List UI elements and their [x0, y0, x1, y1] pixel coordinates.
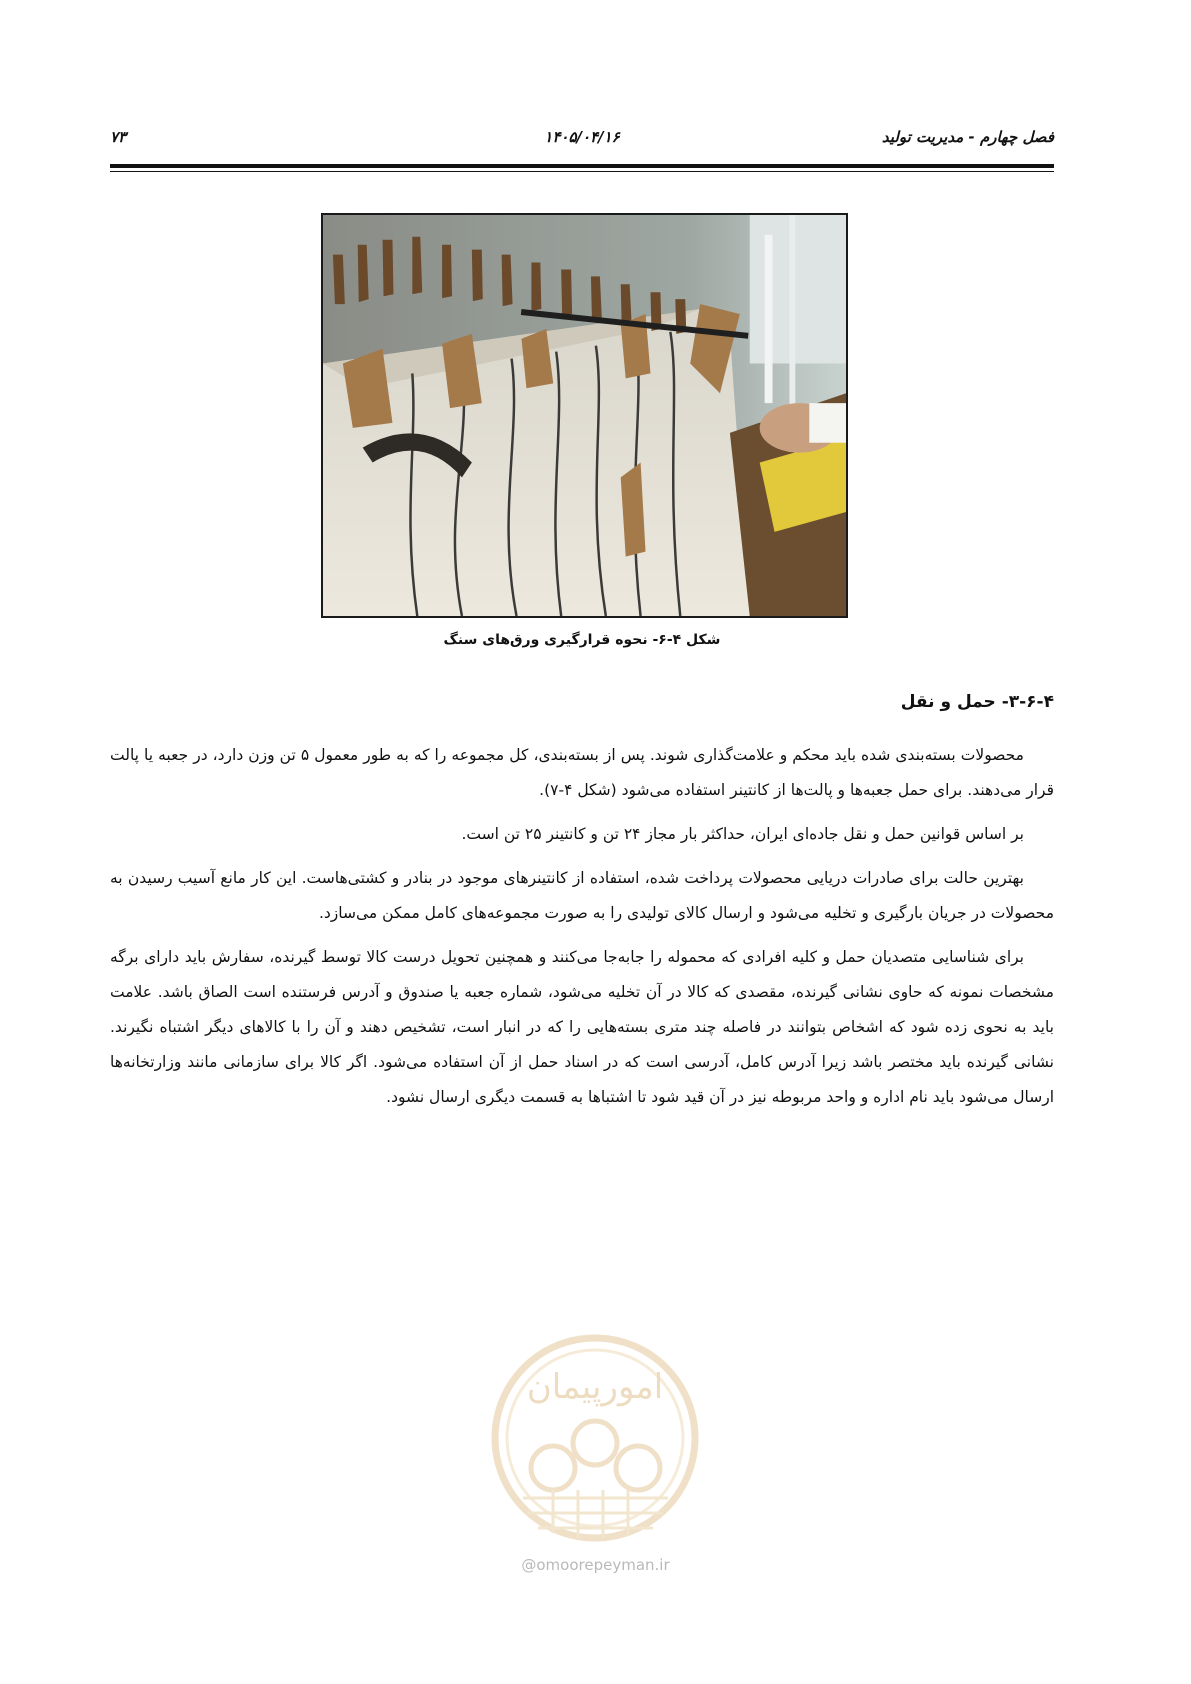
paragraph: محصولات بسته‌بندی شده باید محکم و علامت‌گذاری شوند. پس از بسته‌بندی، کل مجموعه را که به طور معمول ۵ تن وزن دارد، در جعبه یا پالت قرار می‌دهند. برای حمل جعبه‌ها و پالت‌ها از کانتینر استفاده می‌شود (شکل ۴-۷). — [110, 746, 1054, 799]
page-header — [110, 128, 1054, 158]
watermark-logo — [483, 1318, 708, 1578]
body-text — [110, 738, 1054, 1124]
header-rule-thin — [110, 171, 1054, 172]
header-date: ۱۴۰۵/۰۴/۱۶ — [544, 128, 620, 146]
figure-caption: شکل ۴-۶- نحوه قرارگیری ورق‌های سنگ — [443, 632, 721, 648]
page-number: ۷۳ — [110, 128, 127, 146]
paragraph: بهترین حالت برای صادرات دریایی محصولات پرداخت شده، استفاده از کانتینرهای موجود در بنادر و کشتی‌هاست. این کار مانع آسیب رسیدن به محصولات در جریان بارگیری و تخلیه می‌شود و ارسال کالای تولیدی را به صورت مجموعه‌های کامل ممکن می‌سازد. — [110, 869, 1054, 922]
header-rule-thick — [110, 164, 1054, 168]
watermark-logo-text: امورپیمان — [526, 1367, 664, 1407]
watermark-url: @omoorepeyman.ir — [521, 1556, 670, 1574]
paragraph: بر اساس قوانین حمل و نقل جاده‌ای ایران، حداکثر بار مجاز ۲۴ تن و کانتینر ۲۵ تن است. — [461, 825, 1024, 843]
section-heading: ۳-۶-۴- حمل و نقل — [900, 692, 1054, 712]
stone-slabs-photo — [321, 213, 848, 618]
paragraph: برای شناسایی متصدیان حمل و کلیه افرادی که محموله را جابه‌جا می‌کنند و همچنین تحویل درست کالا توسط گیرنده، سفارش باید دارای برگه مشخصات نمونه که حاوی نشانی گیرنده، مقصدی که کالا در آن تخلیه می‌شود، شماره جعبه یا صندوق و آدرس فرستنده است الصاق باشد. علامت باید به نحوی زده شود که اشخاص بتوانند در فاصله چند متری بسته‌هایی را که در انبار است، تشخیص دهند و آن را با کالاهای دیگر اشتباه نگیرند. نشانی گیرنده باید مختصر باشد زیرا آدرس کامل، آدرسی است که در اسناد حمل از آن استفاده می‌شود. اگر کالا برای سازمانی مانند وزارتخانه‌ها ارسال می‌شود باید نام اداره و واحد مربوطه نیز در آن قید شود تا اشتباها به قسمت دیگری ارسال نشود. — [110, 948, 1054, 1106]
chapter-title: فصل چهارم - مدیریت تولید — [881, 128, 1054, 146]
